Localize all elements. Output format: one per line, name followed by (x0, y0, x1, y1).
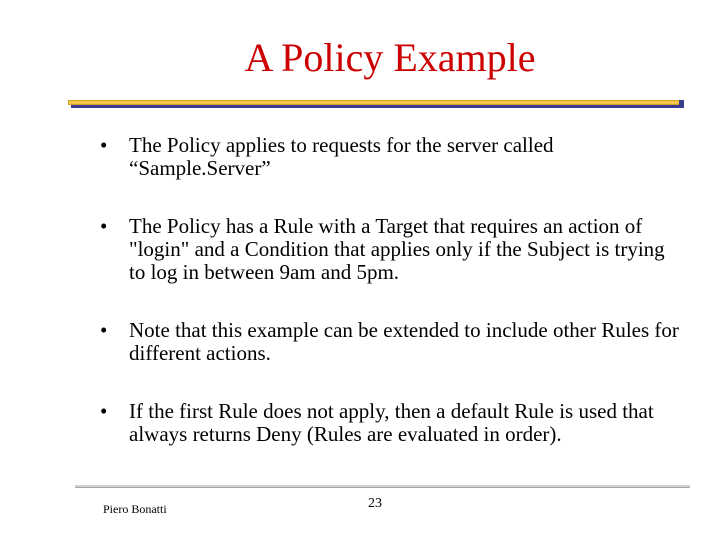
page-number: 23 (368, 496, 382, 511)
bullet-item (100, 400, 680, 446)
slide-title: A Policy Example (244, 35, 536, 80)
bullet-item (100, 134, 680, 180)
bullet-text: The Policy has a Rule with a Target that requires an action of "login" and a Condition that applies only if the Subject is trying to log in between 9am and 5pm. (129, 214, 665, 284)
bullet-marker: • (100, 399, 108, 423)
bullet-item (100, 319, 680, 365)
title-underline-shadow (71, 105, 684, 108)
footer-divider (75, 485, 690, 489)
bullet-text: Note that this example can be extended to include other Rules for different actions. (129, 318, 679, 365)
title-underline (68, 100, 684, 108)
title-underline-bar (68, 100, 682, 105)
bullet-marker: • (100, 318, 108, 342)
bullet-marker: • (100, 214, 108, 238)
footer-author: Piero Bonatti (103, 502, 167, 516)
footer-divider-dark (75, 487, 690, 488)
bullet-marker: • (100, 133, 108, 157)
title-underline-end (679, 100, 684, 108)
bullet-text: If the first Rule does not apply, then a default Rule is used that always returns Deny (Rules are evaluated in order). (129, 399, 654, 446)
bullet-list (100, 134, 680, 446)
bullet-text: The Policy applies to requests for the server called “Sample.Server” (129, 133, 554, 180)
bullet-item (100, 215, 680, 284)
